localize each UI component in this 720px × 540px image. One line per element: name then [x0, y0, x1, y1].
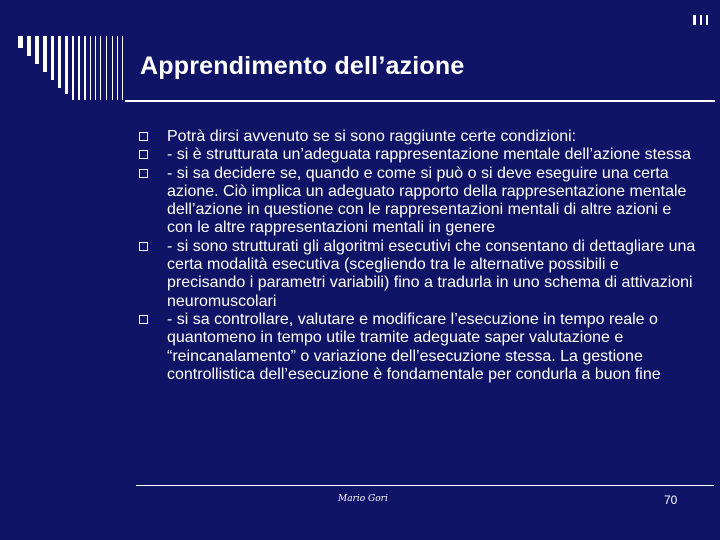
hollow-square-bullet-icon — [139, 242, 148, 251]
hollow-square-bullet-icon — [139, 150, 148, 159]
bullet-text: - si sa decidere se, quando e come si può o si deve eseguire una certa azione. Ciò implica un adeguato rapporto della rappresentazione mentale dell’azione in questione con le rappresentazioni mentali di altre azioni e con le altre rappresentazioni mentali in genere — [167, 164, 687, 237]
corner-mark-2 — [700, 15, 702, 25]
bullet-item-2 — [139, 146, 699, 164]
footer-author: Mario Gori — [338, 494, 388, 504]
bullet-item-4 — [139, 238, 699, 311]
bullet-item-5 — [139, 311, 699, 384]
corner-mark-1 — [693, 15, 696, 25]
hollow-square-bullet-icon — [139, 169, 148, 178]
footer-divider — [136, 485, 714, 486]
bullet-text: - si è strutturata un’adeguata rappresentazione mentale dell’azione stessa — [167, 146, 691, 164]
bullet-item-1 — [139, 128, 699, 146]
bullet-text: Potrà dirsi avvenuto se si sono raggiunte certe condizioni: — [167, 128, 577, 145]
corner-mark-3 — [706, 15, 708, 25]
decorative-bars — [0, 0, 140, 110]
bullet-text: - si sono strutturati gli algoritmi esecutivi che consentano di dettagliare una certa modalità esecutiva (scegliendo tra le alternative possibili e precisando i parametri variabili) fino a tradurla in uno schema di attivazioni neuromuscolari — [167, 237, 696, 310]
page-number: 70 — [664, 493, 678, 507]
bullet-list — [139, 128, 699, 384]
bullet-text: - si sa controllare, valutare e modificare l’esecuzione in tempo reale o quantomeno in tempo utile tramite adeguate saper valutazione e “reincanalamento” o variazione dell’esecuzione stessa. La gestione controllistica dell’esecuzione è fondamentale per condurla a buon fine — [167, 310, 661, 383]
slide-title: Apprendimento dell’azione — [140, 52, 465, 80]
hollow-square-bullet-icon — [139, 315, 148, 324]
hollow-square-bullet-icon — [139, 132, 148, 141]
bullet-item-3 — [139, 165, 699, 238]
title-divider — [125, 100, 715, 102]
